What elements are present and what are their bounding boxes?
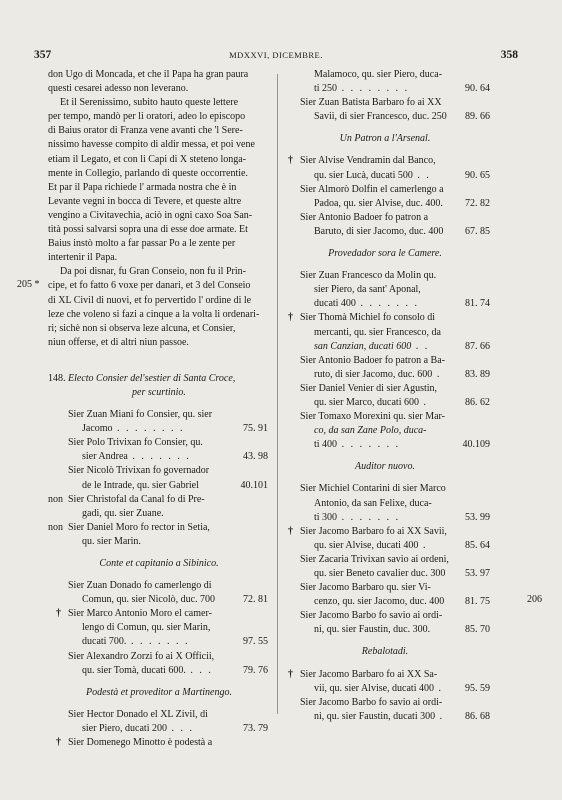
entry-line: Malamoco, qu. sier Piero, duca- (314, 69, 443, 80)
entry-line: Baruto, di sier Jacomo, duc. 400 (314, 225, 444, 237)
entry-line: Sier Nicolò Trivixan fo governador (68, 465, 210, 477)
section-heading: Rebalotadi. (361, 646, 409, 658)
ballot-entry (300, 96, 490, 124)
text-line: questi cesarei adesso non leverano. (48, 83, 189, 95)
dagger-mark: † (288, 668, 293, 680)
entry-line: Sier Jacomo Barbaro qu. sier Vi- (300, 582, 431, 594)
entry-line: ducati 400 (314, 298, 356, 310)
entry-line: san Canzian, ducati 600 (314, 340, 412, 352)
dagger-mark: † (288, 312, 293, 324)
section-heading: Auditor nuovo. (355, 461, 415, 473)
text-line: nissimo havesse compito di aldir messa, et poi vene (48, 139, 255, 151)
entry-line: Sier Tomaxo Morexini qu. sier Mar- (300, 411, 445, 423)
entry-line: cenzo, qu. sier Jacomo, duc. 400 (314, 596, 445, 608)
ballot-entry: Sier Polo Trivixan fo Consier, qu. sier Andrea . . . . . . . 43. 98 (68, 436, 270, 464)
entry-line: Sier Domenego Minotto è podestà a (68, 737, 213, 749)
non-mark: non (48, 493, 63, 505)
entry-line: Sier Jacomo Barbaro fo ai XX Savii, (300, 525, 447, 537)
entry-line: Sier Christofal da Canal fo di Pre- (68, 493, 205, 505)
dagger-mark: † (288, 525, 293, 537)
vote-count: 40.109 (462, 439, 490, 451)
vote-count: 85. 64 (465, 539, 490, 551)
entry-line: Sier Zuan Donado fo camerlengo di (68, 580, 212, 592)
ballot-entry (300, 581, 490, 609)
ballot-entry (48, 493, 270, 521)
ballot-entry (48, 521, 270, 549)
vote-count: 53. 97 (465, 568, 490, 579)
entry-line: Sier Jacomo Barbaro fo ai XX Sa- (300, 668, 438, 680)
column-divider (277, 74, 278, 714)
vote-count: 73. 79 (243, 722, 268, 734)
text-line: don Ugo di Moncada, et che il Papa ha gran paura (48, 69, 249, 80)
vote-count: 81. 74 (465, 298, 490, 310)
vote-count: 97. 55 (243, 636, 268, 648)
text-line: intertenir il Papa. (48, 252, 118, 264)
text-line: cipe, et fo fatto 6 voxe per danari, et 3 del Conseio (48, 280, 251, 292)
entry-line: Sier Zuan Francesco da Molin qu. (300, 270, 437, 282)
ballot-entry: † Sier Thomà Michiel fo consolo di mercanti, qu. sier Francesco, da san Canzian, ducati 600 . . 87. 66 (300, 311, 490, 353)
entry-line: Sier Zuan Miani fo Consier, qu. sier (68, 409, 213, 421)
vote-count: 95. 59 (465, 682, 490, 694)
paragraph-2 (48, 265, 270, 350)
ballot-entry: Sier Hector Donado el XL Zivil, di sier Piero, ducati 200 . . . 73. 79 (68, 708, 270, 736)
text-line: ri; sichè non si observa leze alcuna, et Consier, (48, 322, 236, 334)
vote-count: 72. 81 (243, 594, 268, 606)
dagger-mark: † (288, 155, 293, 167)
section-heading: Provedador sora le Camere. (328, 248, 442, 260)
entry-line: qu. sier Tomà, ducati 600. (82, 664, 186, 676)
heading-line: Electo Consier del'sestier di Santa Croce, (68, 372, 236, 384)
entry-line: Savii, di sier Francesco, duc. 250 (314, 111, 447, 123)
text-line: Levante vegni in bocca di Tevere, et queste altre (48, 195, 242, 207)
ballot-entry: † Sier Marco Antonio Moro el camer- lengo di Comun, qu. sier Marin, ducati 700. . . . . . . . 97. 55 (68, 607, 270, 649)
ballot-entry (300, 553, 490, 581)
entry-line: Sier Zuan Batista Barbaro fo ai XX (300, 97, 442, 109)
vote-count: 86. 68 (465, 710, 490, 722)
entry-line: qu. sier Alvise, ducati 400 (314, 539, 419, 551)
entry-line: sier Piero, ducati 200 (82, 722, 167, 734)
entry-line: Sier Almorò Dolfin el camerlengo a (300, 183, 444, 195)
vote-count: 90. 65 (465, 169, 490, 181)
ballot-entry: † Sier Alvise Vendramin dal Banco, qu. sier Lucà, ducati 500 . . 90. 65 (300, 154, 490, 182)
entry-line: vii, qu. sier Alvise, ducati 400 (314, 682, 434, 694)
ballot-entry: Sier Tomaxo Morexini qu. sier Mar- co, da san Zane Polo, duca- ti 400 . . . . . . . 40.109 (300, 410, 490, 452)
paragraph-1 (48, 96, 270, 265)
vote-count: 90. 64 (465, 83, 490, 95)
entry-line: ti 400 (314, 439, 338, 451)
ballot-entry: † Sier Jacomo Barbaro fo ai XX Savii, qu. sier Alvise, ducati 400 . 85. 64 (300, 525, 490, 553)
ballot-entry: † Sier Jacomo Barbaro fo ai XX Sa- vii, qu. sier Alvise, ducati 400 . 95. 59 (300, 668, 490, 696)
ballot-entry (68, 464, 270, 492)
right-margin-number: 206 (527, 594, 542, 605)
running-header (34, 49, 518, 63)
ballot-entry: Malamoco, qu. sier Piero, duca- ti 250 . . . . . . . . 90. 64 (300, 68, 490, 96)
entry-line: Sier Zacaria Trivixan savio ai ordeni, (300, 553, 449, 565)
entry-line: ducati 700. (82, 636, 127, 648)
ballot-entry (300, 183, 490, 211)
entry-line: Sier Alvise Vendramin dal Banco, (300, 155, 436, 167)
entry-line: ti 250 (314, 83, 338, 95)
text-line: Baius instò molto a far passar Po a le zente per (48, 238, 236, 250)
ballot-entry (56, 736, 270, 750)
vote-count: 79. 76 (243, 664, 268, 676)
vote-count: 67. 85 (465, 225, 490, 237)
ballot-entry: Sier Alexandro Zorzi fo ai X Officii, qu. sier Tomà, ducati 600. . . . 79. 76 (68, 650, 270, 678)
entry-line: sier Andrea (82, 451, 128, 463)
entry-line: Sier Polo Trivixan fo Consier, qu. (68, 437, 203, 449)
text-line: di XL Civil di nuovi, et fo pervertido l' ordine di le (48, 294, 252, 306)
vote-count: 87. 66 (465, 340, 490, 352)
left-page-number: 357 (34, 49, 52, 61)
entry-line: Sier Jacomo Barbo fo savio ai ordi- (300, 696, 443, 708)
vote-count: 72. 82 (465, 197, 490, 209)
entry-line: sier Piero, da sant' Aponal, (314, 284, 421, 296)
text-line: vengino a Civitavechia, aciò in ogni caxo Soa San- (48, 209, 253, 221)
text-line: per tempo, mandò per li oratori, adeo lo episcopo (48, 111, 246, 123)
left-column (48, 68, 270, 750)
text-line: niun offerse, et di altri niun passoe. (48, 336, 189, 348)
entry-line: ruto, di sier Jacomo, duc. 600 (314, 368, 433, 380)
vote-count: 81. 75 (465, 596, 490, 608)
entry-line: Sier Daniel Venier di sier Agustin, (300, 382, 438, 394)
section-heading (48, 372, 270, 400)
section-heading: Un Patron a l'Arsenal. (339, 133, 431, 145)
vote-count: 43. 98 (243, 451, 268, 463)
entry-line: gadi, qu. sier Zuane. (82, 507, 164, 519)
ballot-entry: Sier Zuan Francesco da Molin qu. sier Piero, da sant' Aponal, ducati 400 . . . . . . . 81. 74 (300, 269, 490, 311)
vote-count: 53. 99 (465, 511, 490, 523)
ballot-entry: Sier Zuan Miani fo Consier, qu. sier Jacomo . . . . . . . . 75. 91 (68, 408, 270, 436)
entry-line: ni, qu. sier Faustin, ducati 300 (314, 710, 436, 722)
entry-line: de le Intrade, qu. sier Gabriel (82, 479, 199, 491)
vote-count: 85. 70 (465, 624, 490, 636)
entry-line: qu. sier Beneto cavalier duc. 300 (314, 568, 446, 579)
running-title: MDXXVI, DICEMBRE. (229, 50, 323, 60)
entry-line: lengo di Comun, qu. sier Marin, (82, 622, 211, 634)
entry-line: Jacomo (82, 423, 113, 435)
ballot-entry (68, 579, 270, 607)
ballot-entry: Sier Daniel Venier di sier Agustin, qu. sier Marco, ducati 600 . 86. 62 (300, 382, 490, 410)
text-line: tità possi salvarsi sopra una di esse doe armate. Et (48, 224, 248, 236)
vote-count: 75. 91 (243, 423, 268, 435)
section-heading: Podestà et proveditor a Martinengo. (86, 686, 232, 698)
right-column (280, 68, 490, 724)
section-heading: Conte et capitanio a Sibinico. (99, 558, 219, 569)
left-margin-number: 205 * (17, 279, 40, 290)
entry-line: Sier Jacomo Barbo fo savio ai ordi- (300, 610, 443, 622)
ballot-entry: Sier Jacomo Barbo fo savio ai ordi- ni, qu. sier Faustin, ducati 300 . 86. 68 (300, 696, 490, 724)
entry-line: Sier Daniel Moro fo rector in Setia, (68, 521, 210, 533)
entry-line: Padoa, qu. sier Alvise, duc. 400. (314, 197, 443, 209)
ballot-entry (300, 609, 490, 637)
entry-line: Sier Antonio Badoer fo patron a Ba- (300, 354, 445, 366)
entry-line: qu. sier Lucà, ducati 500 (314, 169, 413, 181)
entry-line: Sier Antonio Badoer fo patron a (300, 211, 429, 223)
entry-line: Sier Hector Donado el XL Zivil, di (68, 708, 208, 720)
entry-line: Sier Thomà Michiel fo consolo di (300, 312, 436, 324)
section-number: 148. (48, 372, 66, 384)
text-line: Da poi disnar, fu Gran Conseio, non fu il Prin- (60, 266, 246, 278)
entry-line: mercanti, qu. sier Francesco, da (314, 326, 441, 338)
text-line: etiam il Legato, et con li Capi di X steteno longa- (48, 153, 247, 165)
dagger-mark: † (56, 737, 61, 749)
dagger-mark: † (56, 608, 61, 620)
entry-line: Sier Alexandro Zorzi fo ai X Officii, (68, 650, 215, 662)
entry-line: co, da san Zane Polo, duca- (314, 425, 427, 437)
entry-line: Sier Marco Antonio Moro el camer- (68, 608, 212, 620)
entry-line: Sier Michiel Contarini di sier Marco (300, 483, 446, 495)
entry-line: Antonio, da san Felixe, duca- (314, 497, 432, 509)
text-line: di Baius orator di Franza vene avanti che 'l Sere- (48, 125, 243, 137)
entry-line: ti 300 (314, 511, 338, 523)
ballot-entry: Sier Michiel Contarini di sier Marco Antonio, da san Felixe, duca- ti 300 . . . . . . . 53. 99 (300, 482, 490, 524)
ballot-entry (300, 211, 490, 239)
entry-line: qu. sier Marco, ducati 600 (314, 396, 419, 408)
text-line: mente in Collegio, parlando di queste occorrentie. (48, 167, 248, 179)
text-line: Et il Serenissimo, subito hauto queste lettere (60, 97, 239, 109)
vote-count: 86. 62 (465, 396, 490, 408)
non-mark: non (48, 521, 63, 533)
entry-line: ni, qu. sier Faustin, duc. 300. (314, 624, 431, 636)
text-line: leze che voleno si fazi a cinque a la volta li ordenari- (48, 308, 260, 320)
ballot-entry: Sier Antonio Badoer fo patron a Ba- ruto, di sier Jacomo, duc. 600 . 83. 89 (300, 354, 490, 382)
vote-count: 83. 89 (465, 368, 490, 380)
entry-line: Comun, qu. sier Nicolò, duc. 700 (82, 594, 216, 606)
intro-text (48, 68, 270, 96)
vote-count: 89. 66 (465, 111, 490, 123)
heading-line: per scurtinio. (132, 386, 186, 398)
right-page-number: 358 (500, 49, 518, 61)
vote-count: 40.101 (240, 479, 268, 491)
text-line: Et par il Papa richiede l' armada nostra che è in (48, 181, 237, 193)
entry-line: qu. sier Marin. (82, 535, 141, 547)
